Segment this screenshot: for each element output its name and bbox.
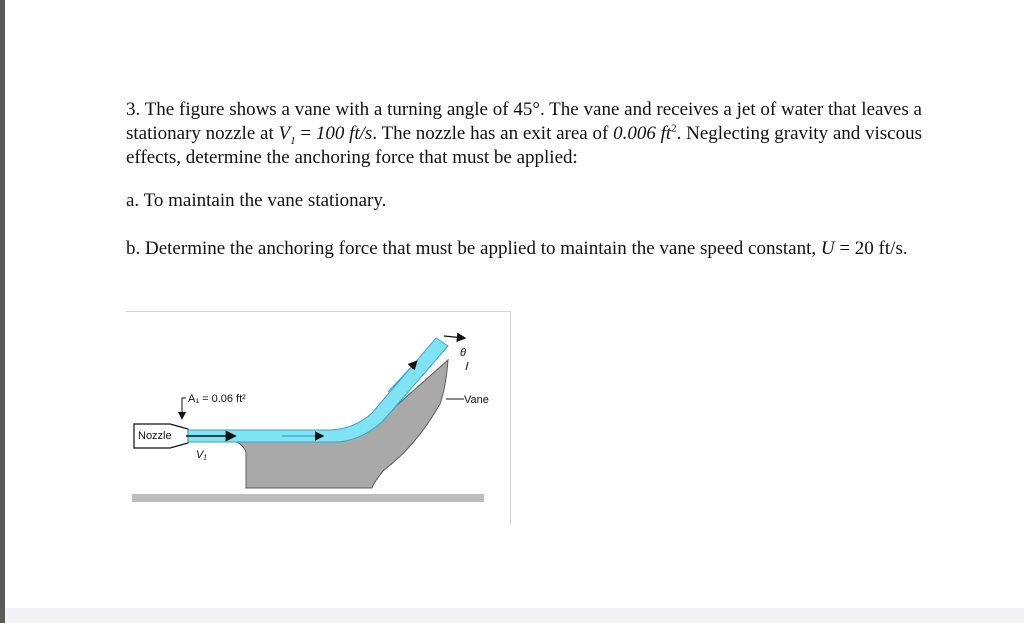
part-a: a. To maintain the vane stationary.	[126, 190, 387, 211]
velocity-symbol: V	[278, 123, 291, 144]
area-leader	[182, 398, 186, 418]
area-exponent: 2	[671, 122, 677, 135]
ground-plane	[132, 494, 484, 502]
part-b-text: b. Determine the anchoring force that must be applied to maintain the vane speed constant,	[126, 238, 821, 259]
velocity-value: 100 ft/s	[315, 123, 373, 144]
problem-document	[126, 98, 922, 261]
vane-diagram	[126, 312, 510, 524]
speed-symbol: U	[820, 238, 835, 259]
angle-marker	[466, 362, 468, 370]
vane-figure	[126, 311, 511, 524]
part-b	[126, 237, 922, 261]
problem-intro-a: The figure shows a vane with a turning angle of 45°. The vane and receives a jet of water that leaves a stationary nozzle at	[126, 99, 922, 144]
problem-intro-c: . Neglecting gravity and viscous effects, determine the anchoring force that must be applied:	[126, 123, 923, 168]
nozzle-label: Nozzle	[138, 430, 172, 442]
velocity-label: V₁	[196, 449, 207, 461]
exit-velocity-arrow	[444, 336, 464, 338]
velocity-equals: =	[295, 123, 316, 144]
problem-statement	[126, 98, 922, 170]
area-label: A₁ = 0.06 ft²	[188, 393, 246, 405]
problem-intro-b: . The nozzle has an exit area of	[372, 123, 614, 144]
problem-number: 3.	[126, 99, 141, 120]
part-b-tail: = 20 ft/s.	[834, 238, 908, 259]
window-left-edge	[0, 0, 5, 623]
velocity-subscript: 1	[290, 134, 296, 147]
bottom-band	[5, 608, 1024, 623]
vane-label: Vane	[464, 394, 489, 406]
angle-label: θ	[460, 347, 466, 359]
area-value: 0.006 ft	[613, 123, 672, 144]
